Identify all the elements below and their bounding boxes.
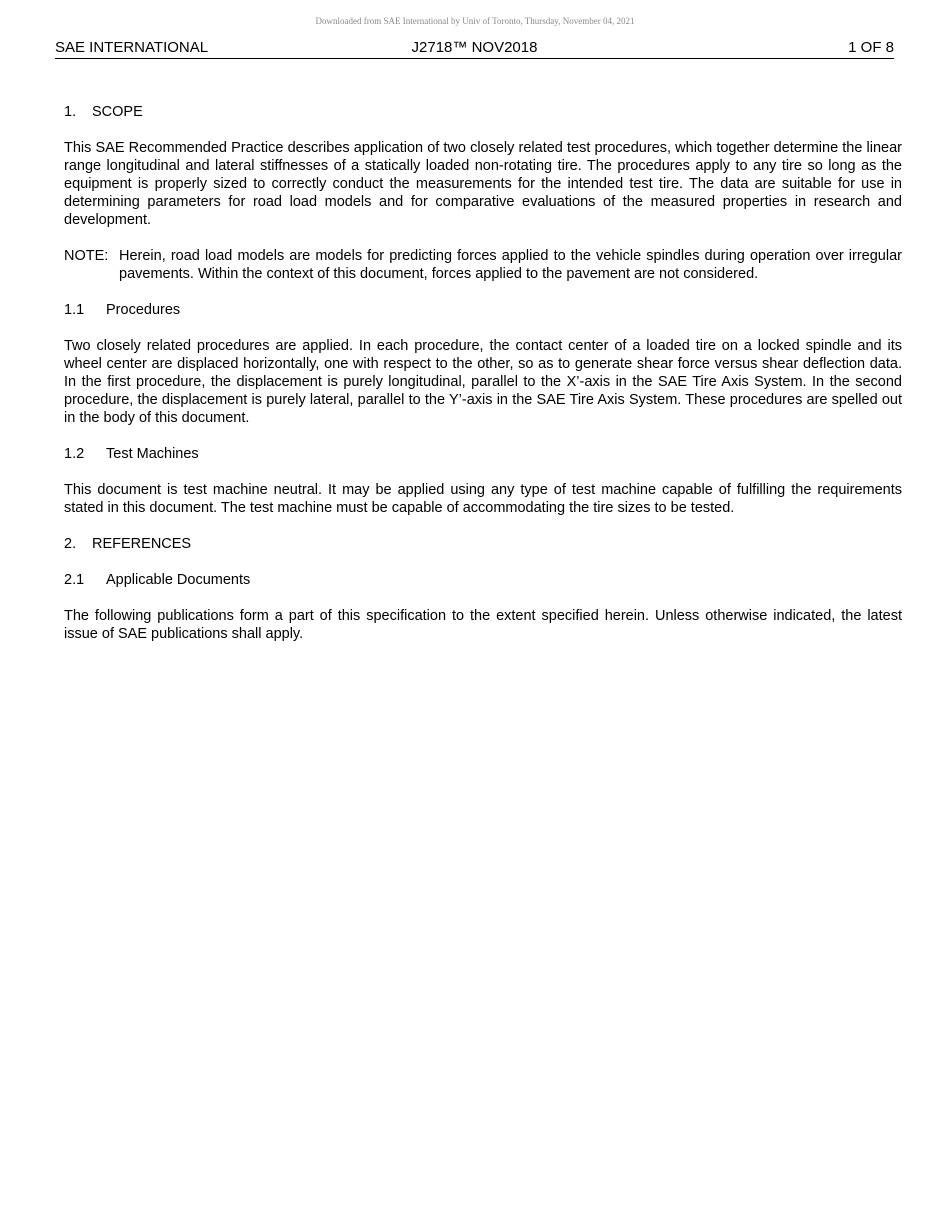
page-header (55, 38, 894, 59)
applicable-documents-paragraph: The following publications form a part of this specification to the extent specified herein. Unless otherwise indicated, the latest issue of SAE publications shall apply. (64, 608, 902, 642)
section-references-heading (64, 535, 902, 553)
section-title: REFERENCES (92, 536, 192, 552)
section-number: 2. (64, 536, 77, 552)
note-text: Herein, road load models are models for predicting forces applied to the vehicle spindles during operation over irregular pavements. Within the context of this document, forces applied to the pavement are not considered. (119, 248, 902, 282)
section-title: Test Machines (106, 446, 199, 462)
document-body (64, 103, 902, 661)
section-test-machines-heading (64, 445, 902, 463)
section-scope-heading (64, 103, 902, 121)
section-title: Procedures (106, 302, 181, 318)
test-machines-paragraph: This document is test machine neutral. It may be applied using any type of test machine capable of fulfilling the requirements stated in this document. The test machine must be capable of accommodating the tire sizes to be tested. (64, 482, 902, 516)
section-procedures-heading (64, 301, 902, 319)
header-page-number: 1 OF 8 (848, 39, 894, 56)
scope-paragraph: This SAE Recommended Practice describes application of two closely related test procedures, which together determine the linear range longitudinal and lateral stiffnesses of a statically loaded non-rotating tire. The procedures apply to any tire so long as the equipment is properly sized to correctly conduct the measurements for the intended test tire. The data are suitable for use in determining parameters for road load models and for comparative evaluations of the measured properties in research and development. (64, 140, 902, 228)
header-organization: SAE INTERNATIONAL (55, 39, 209, 56)
scope-note (64, 247, 902, 283)
section-number: 1.2 (64, 446, 85, 462)
section-number: 2.1 (64, 572, 85, 588)
header-document-id: J2718™ NOV2018 (411, 39, 538, 56)
section-title: Applicable Documents (106, 572, 251, 588)
procedures-paragraph: Two closely related procedures are applied. In each procedure, the contact center of a loaded tire on a locked spindle and its wheel center are displaced horizontally, one with respect to the other, so as to generate shear force versus shear deflection data. In the first procedure, the displacement is purely longitudinal, parallel to the X’-axis in the SAE Tire Axis System. In the second procedure, the displacement is purely lateral, parallel to the Y’-axis in the SAE Tire Axis System. These procedures are spelled out in the body of this document. (64, 338, 902, 426)
section-number: 1. (64, 104, 77, 120)
note-label: NOTE: (64, 248, 109, 264)
download-watermark: Downloaded from SAE International by Univ of Toronto, Thursday, November 04, 2021 (315, 16, 635, 26)
section-number: 1.1 (64, 302, 85, 318)
section-title: SCOPE (92, 104, 143, 120)
section-applicable-documents-heading (64, 571, 902, 589)
